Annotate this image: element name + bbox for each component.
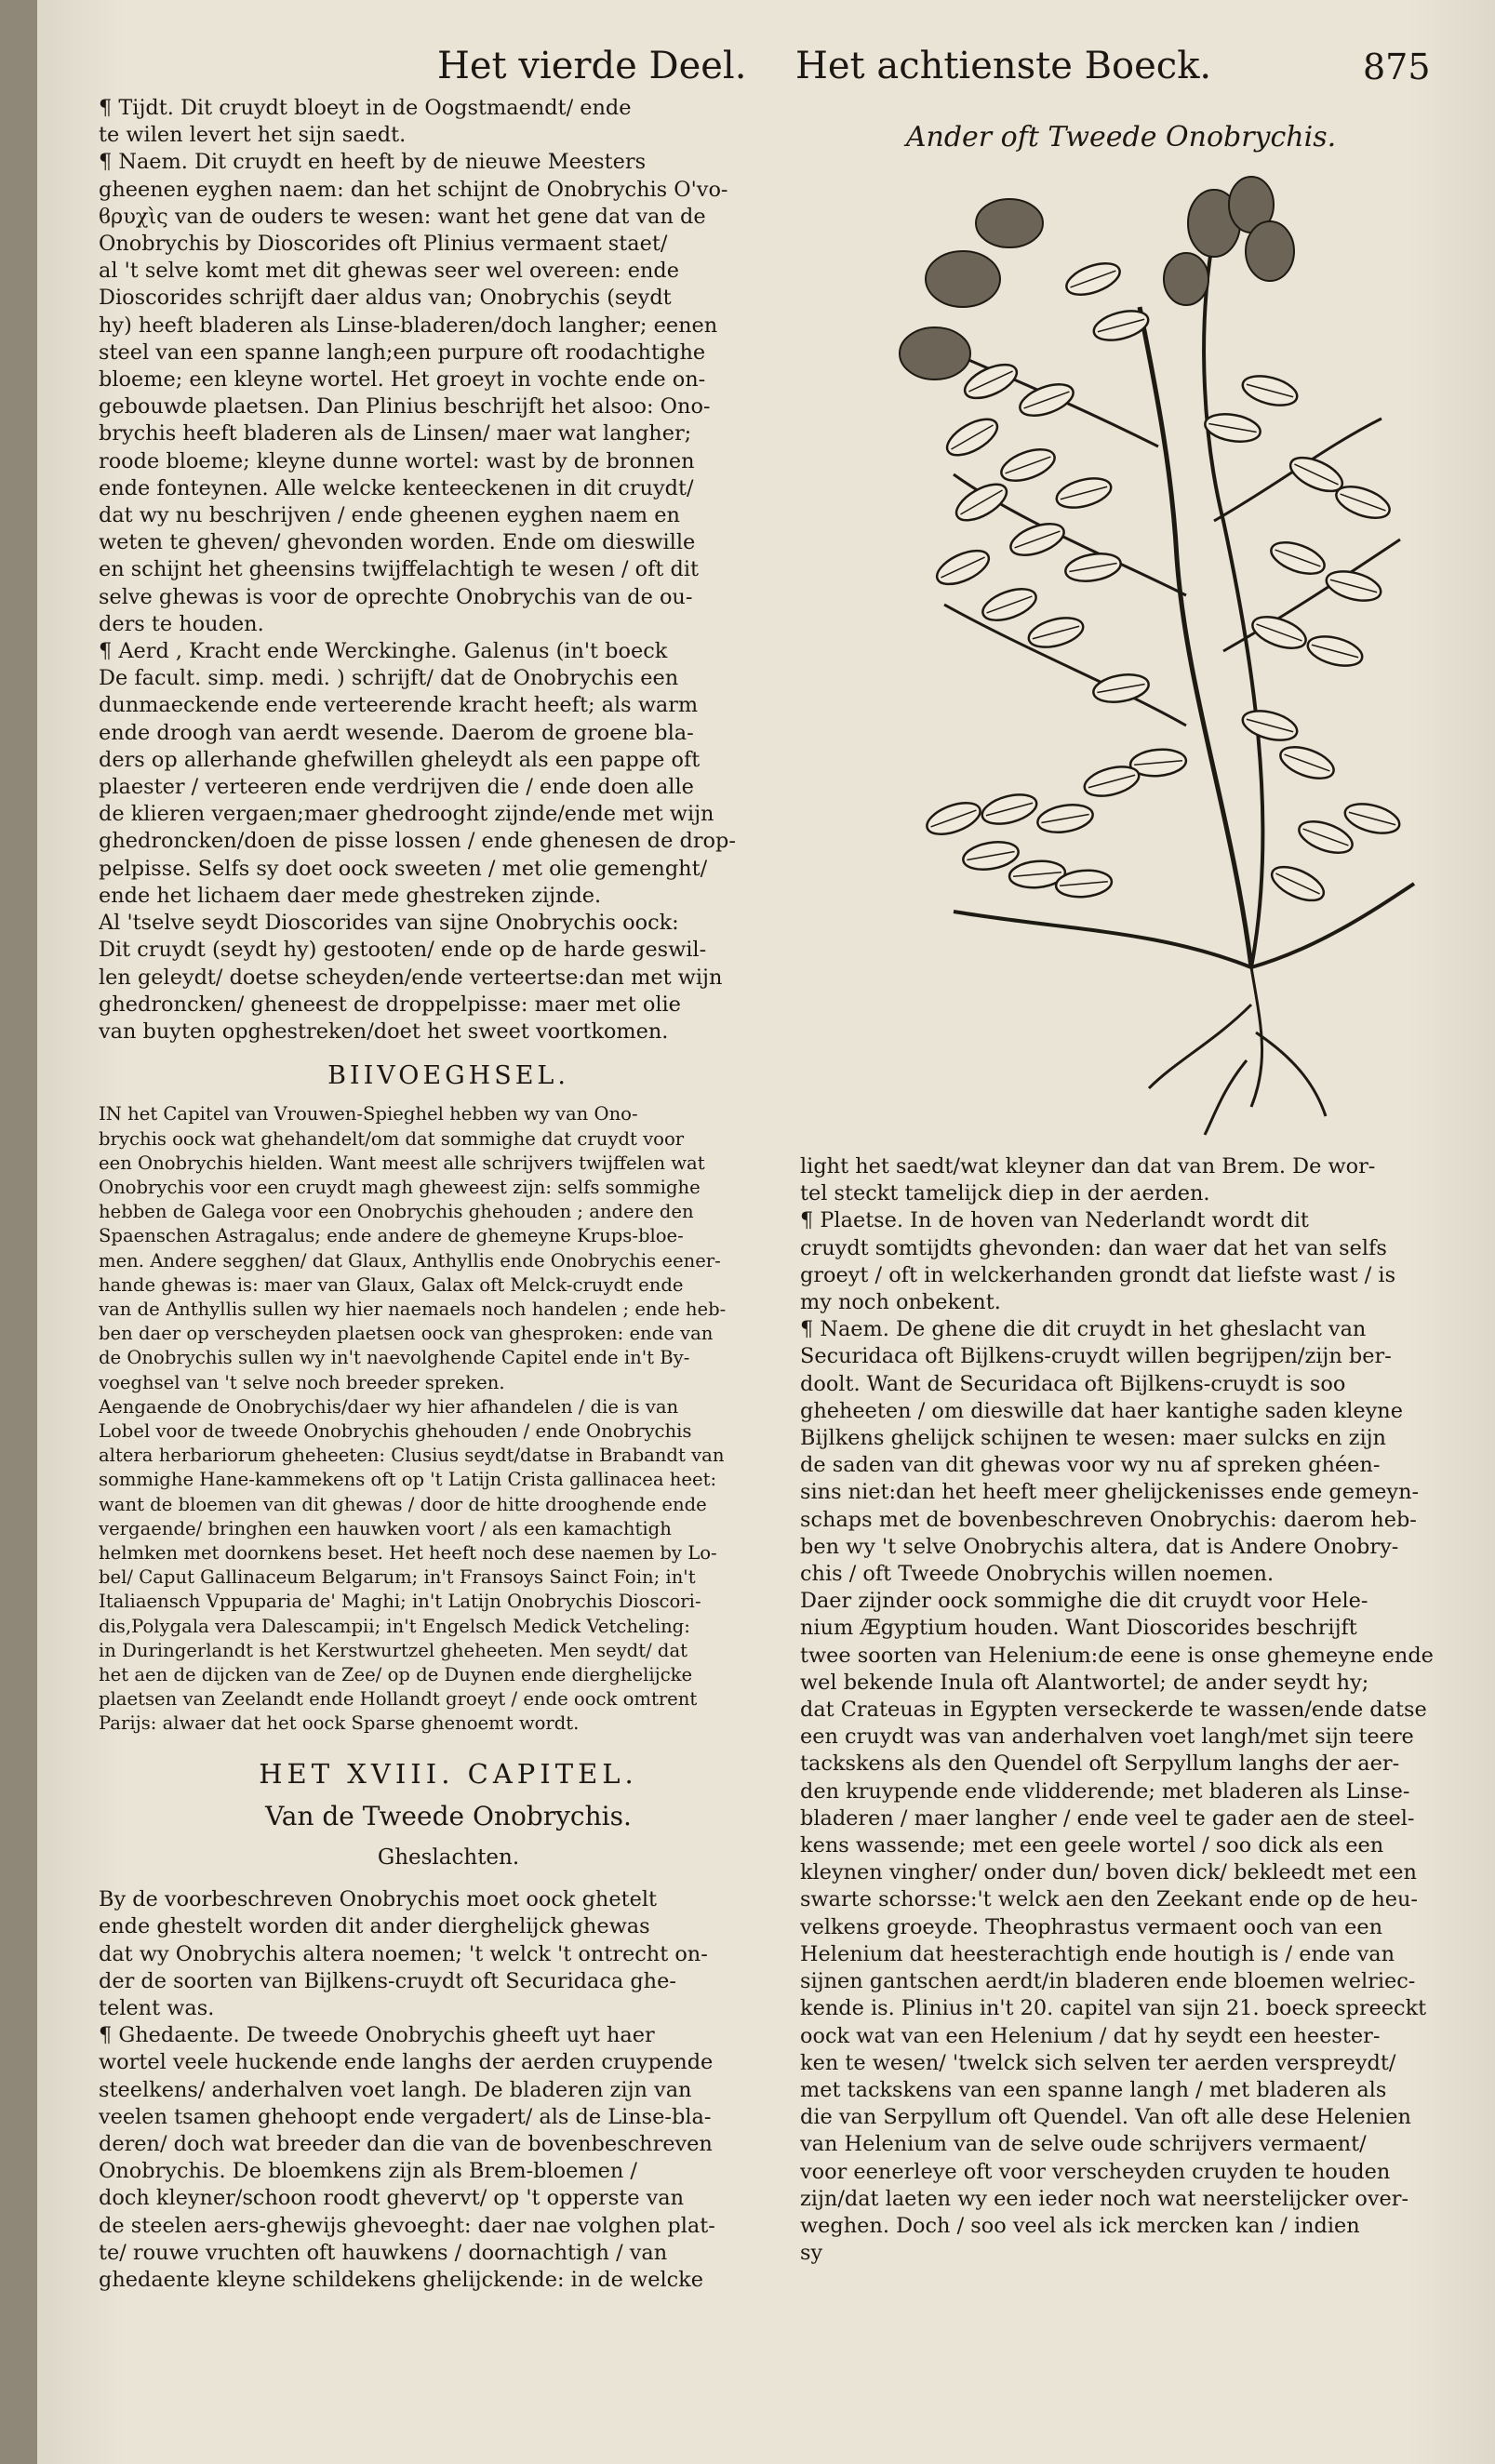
text-line: Bijlkens ghelijck schijnen te wesen: maer sulcks en zijn: [800, 1426, 1386, 1451]
plant-woodcut-illustration: [879, 167, 1428, 1144]
text-line: die van Serpyllum oft Quendel. Van oft alle dese Helenien: [800, 2105, 1411, 2130]
text-line: sijnen gantschen aerdt/in bladeren ende bloemen welriec-: [800, 1969, 1416, 1994]
text-line: veelen tsamen ghehoopt ende vergadert/ als de Linse-bla-: [99, 2104, 712, 2129]
text-line: sy: [800, 2241, 823, 2266]
text-line: weten te gheven/ ghevonden worden. Ende om dieswille: [99, 530, 696, 555]
text-line: wel bekende Inula oft Alantwortel; de ander seydt hy;: [800, 1670, 1369, 1695]
left-column: [99, 95, 798, 2294]
right-main-text: [800, 1153, 1487, 2267]
figure-title: Ander oft Tweede Onobrychis.: [905, 121, 1337, 153]
left-main-text: [99, 95, 798, 1046]
page-number: 875: [1363, 47, 1431, 87]
text-line: pelpisse. Selfs sy doet oock sweeten / met olie gemenght/: [99, 856, 708, 881]
text-line: len geleydt/ doetse scheyden/ende verteertse:dan met wijn: [99, 965, 723, 990]
text-line: sins niet:dan het heeft meer ghelijckenisses ende gemeyn-: [800, 1480, 1420, 1505]
text-line: ¶ Naem. De ghene die dit cruydt in het gheslacht van: [800, 1317, 1367, 1342]
text-line: ghedroncken/doen de pisse lossen / ende ghenesen de drop-: [99, 829, 736, 854]
text-line: van de Anthyllis sullen wy hier naemaels noch handelen ; ende heb-: [99, 1298, 727, 1320]
text-line: Italiaensch Vppuparia de' Maghi; in't Latijn Onobrychis Dioscori-: [99, 1591, 701, 1613]
text-line: dunmaeckende ende verteerende kracht heeft; als warm: [99, 693, 699, 718]
right-column: [800, 1153, 1487, 2267]
text-line: met tackskens van een spanne langh / met bladeren als: [800, 2077, 1387, 2102]
text-line: en schijnt het gheensins twijffelachtigh te wesen / oft dit: [99, 557, 700, 582]
text-line: hy) heeft bladeren als Linse-bladeren/doch langher; eenen: [99, 313, 718, 338]
text-line: groeyt / oft in welckerhanden grondt dat liefste wast / is: [800, 1262, 1396, 1287]
text-line: Spaenschen Astragalus; ende andere de ghemeyne Krups-bloe-: [99, 1225, 684, 1247]
text-line: al 't selve komt met dit ghewas seer wel overeen: ende: [99, 259, 679, 284]
text-line: telent was.: [99, 1996, 215, 2021]
text-line: ghedroncken/ gheneest de droppelpisse: maer met olie: [99, 992, 681, 1017]
text-line: ende fonteynen. Alle welcke kenteeckenen in dit cruydt/: [99, 475, 694, 500]
chapter-heading: HET XVIII. CAPITEL.: [259, 1757, 638, 1790]
text-line: doch kleyner/schoon roodt ghevervt/ op 't opperste van: [99, 2186, 684, 2211]
text-line: Onobrychis. De bloemkens zijn als Brem-bloemen /: [99, 2159, 637, 2184]
text-line: bloeme; een kleyne wortel. Het groeyt in vochte ende on-: [99, 367, 706, 393]
header-book-title: Het achtienste Boeck.: [795, 45, 1212, 87]
text-line: weghen. Doch / soo veel als ick mercken kan / indien: [800, 2213, 1360, 2238]
figure-caption-area: [800, 116, 1442, 151]
text-line: helmken met doornkens beset. Het heeft noch dese naemen by Lo-: [99, 1541, 717, 1564]
text-line: dat wy nu beschrijven / ende gheenen eyghen naem en: [99, 503, 680, 528]
text-line: By de voorbeschreven Onobrychis moet oock ghetelt: [99, 1887, 658, 1912]
text-line: brychis oock wat ghehandelt/om dat sommighe dat cruydt voor: [99, 1127, 685, 1150]
text-line: doolt. Want de Securidaca oft Bijlkens-cruydt is soo: [800, 1371, 1346, 1396]
text-line: gebouwde plaetsen. Dan Plinius beschrijft het alsoo: Ono-: [99, 394, 711, 420]
text-line: de saden van dit ghewas voor wy nu af spreken ghéen-: [800, 1453, 1381, 1478]
text-line: voor eenerleye oft voor verscheyden cruyden te houden: [800, 2159, 1391, 2184]
text-line: wortel veele huckende ende langhs der aerden cruypende: [99, 2050, 714, 2075]
text-line: Securidaca oft Bijlkens-cruydt willen begrijpen/zijn ber-: [800, 1344, 1392, 1369]
text-line: steel van een spanne langh;een purpure oft roodachtighe: [99, 340, 706, 365]
text-line: deren/ doch wat breeder dan die van de bovenbeschreven: [99, 2132, 713, 2157]
text-line: te/ rouwe vruchten oft hauwkens / doornachtigh / van: [99, 2240, 668, 2265]
text-line: chis / oft Tweede Onobrychis willen noemen.: [800, 1562, 1275, 1587]
chapter-subtitle: Van de Tweede Onobrychis.: [265, 1800, 632, 1831]
text-line: der de soorten van Bijlkens-cruydt oft Securidaca ghe-: [99, 1968, 676, 1993]
text-line: ders op allerhande ghefwillen gheleydt als een pappe oft: [99, 747, 701, 772]
text-line: ende ghestelt worden dit ander dierghelijck ghewas: [99, 1914, 650, 1939]
text-line: Dioscorides schrijft daer aldus van; Onobrychis (seydt: [99, 286, 672, 311]
text-line: selve ghewas is voor de oprechte Onobrychis van de ou-: [99, 584, 693, 609]
text-line: ϐρυχὶς van de ouders te wesen: want het gene dat van de: [99, 204, 706, 229]
text-line: ¶ Tijdt. Dit cruydt bloeyt in de Oogstmaendt/ ende: [99, 96, 632, 120]
text-line: in Duringerlandt is het Kerstwurtzel gheheeten. Men seydt/ dat: [99, 1639, 688, 1661]
text-line: Onobrychis by Dioscorides oft Plinius vermaent staet/: [99, 232, 668, 257]
text-line: vergaende/ bringhen een hauwken voort / als een kamachtigh: [99, 1517, 672, 1539]
text-line: altera herbariorum gheheeten: Clusius seydt/datse in Brabandt van: [99, 1445, 725, 1467]
text-line: een cruydt was van anderhalven voet langh/met sijn teere: [800, 1725, 1414, 1750]
text-line: ken te wesen/ 'twelck sich selven ter aerden verspreydt/: [800, 2050, 1396, 2075]
text-line: Dit cruydt (seydt hy) gestooten/ ende op de harde geswil-: [99, 938, 707, 963]
running-header: [37, 37, 1495, 93]
text-line: dis,Polygala vera Dalescampii; in't Engelsch Medick Vetcheling:: [99, 1615, 690, 1637]
text-line: sommighe Hane-kammekens oft op 't Latijn Crista gallinacea heet:: [99, 1469, 717, 1491]
text-line: dat wy Onobrychis altera noemen; 't welck 't ontrecht on-: [99, 1941, 708, 1966]
text-line: brychis heeft bladeren als de Linsen/ maer wat langher;: [99, 421, 692, 446]
text-line: van Helenium van de selve oude schrijvers vermaent/: [800, 2132, 1367, 2157]
text-line: ¶ Ghedaente. De tweede Onobrychis gheeft uyt haer: [99, 2023, 655, 2048]
text-line: IN het Capitel van Vrouwen-Spieghel hebben wy van Ono-: [99, 1103, 638, 1125]
text-line: twee soorten van Helenium:de eene is onse ghemeyne ende: [800, 1643, 1434, 1668]
bijvoeghsel-text: [99, 1102, 798, 1736]
text-line: bel/ Caput Gallinaceum Belgarum; in't Fransoys Sainct Foin; in't: [99, 1566, 696, 1589]
text-line: het aen de dijcken van de Zee/ op de Duynen ende dierghelijcke: [99, 1663, 693, 1685]
text-line: bladeren / maer langher / ende veel te gader aen de steel-: [800, 1805, 1415, 1831]
text-line: kens wassende; met een geele wortel / soo dick als een: [800, 1833, 1384, 1858]
text-line: dat Crateuas in Egypten verseckerde te wassen/ende datse: [800, 1698, 1427, 1723]
text-line: kleynen vingher/ onder dun/ boven dick/ bekleedt met een: [800, 1860, 1417, 1885]
text-line: plaester / verteeren ende verdrijven die / ende doen alle: [99, 775, 694, 800]
text-line: Aengaende de Onobrychis/daer wy hier afhandelen / die is van: [99, 1395, 679, 1418]
text-line: de klieren vergaen;maer ghedrooght zijnde/ende met wijn: [99, 802, 714, 827]
text-line: want de bloemen van dit ghewas / door de hitte drooghende ende: [99, 1493, 707, 1515]
text-line: de Onobrychis sullen wy in't naevolghende Capitel ende in't By-: [99, 1347, 690, 1369]
text-line: ¶ Plaetse. In de hoven van Nederlandt wordt dit: [800, 1208, 1309, 1233]
bijvoeghsel-heading: BIIVOEGHSEL.: [327, 1061, 569, 1091]
text-line: hande ghewas is: maer van Glaux, Galax oft Melck-cruydt ende: [99, 1273, 684, 1296]
chapter-text: [99, 1886, 798, 2294]
chapter-section-heading: Gheslachten.: [377, 1845, 520, 1870]
text-line: zijn/dat laeten wy een ieder noch wat neerstelijcker over-: [800, 2186, 1409, 2211]
text-line: roode bloeme; kleyne dunne wortel: wast by de bronnen: [99, 448, 695, 473]
text-line: Helenium dat heesterachtigh ende houtigh is / ende van: [800, 1941, 1395, 1966]
text-line: gheheeten / om dieswille dat haer kantighe saden kleyne: [800, 1398, 1403, 1423]
text-line: ghedaente kleyne schildekens ghelijckende: in de welcke: [99, 2268, 703, 2293]
text-line: men. Andere segghen/ dat Glaux, Anthyllis ende Onobrychis eener-: [99, 1249, 721, 1272]
text-line: ende droogh van aerdt wesende. Daerom de groene bla-: [99, 720, 694, 745]
header-part-title: Het vierde Deel.: [437, 45, 747, 87]
text-line: Parijs: alwaer dat het oock Sparse ghenoemt wordt.: [99, 1712, 580, 1735]
text-line: ben wy 't selve Onobrychis altera, dat is Andere Onobry-: [800, 1534, 1399, 1559]
text-line: Daer zijnder oock sommighe die dit cruydt voor Hele-: [800, 1589, 1368, 1614]
book-gutter: [0, 0, 37, 2464]
main-stem: [1140, 307, 1251, 967]
text-line: den kruypende ende vlidderende; met bladeren als Linse-: [800, 1778, 1410, 1804]
text-line: een Onobrychis hielden. Want meest alle schrijvers twijffelen wat: [99, 1152, 705, 1174]
text-line: my noch onbekent.: [800, 1290, 1001, 1315]
text-line: plaetsen van Zeelandt ende Hollandt groeyt / ende oock omtrent: [99, 1688, 698, 1711]
text-line: Onobrychis voor een cruydt magh gheweest zijn: selfs sommighe: [99, 1176, 701, 1198]
text-line: schaps met de bovenbeschreven Onobrychis: daerom heb-: [800, 1507, 1417, 1532]
text-line: ¶ Naem. Dit cruydt en heeft by de nieuwe Meesters: [99, 150, 647, 175]
text-line: tel steckt tamelijck diep in der aerden.: [800, 1181, 1210, 1206]
text-line: ¶ Aerd , Kracht ende Werckinghe. Galenus (in't boeck: [99, 639, 668, 664]
text-line: van buyten opghestreken/doet het sweet voortkomen.: [99, 1019, 669, 1044]
text-line: velkens groeyde. Theophrastus vermaent ooch van een: [800, 1914, 1383, 1939]
text-line: tackskens als den Quendel oft Serpyllum langhs der aer-: [800, 1751, 1400, 1777]
text-line: steelkens/ anderhalven voet langh. De bladeren zijn van: [99, 2077, 692, 2102]
text-line: voeghsel van 't selve noch breeder spreken.: [99, 1371, 505, 1393]
text-line: ben daer op verscheyden plaetsen oock van ghesproken: ende van: [99, 1323, 714, 1345]
text-line: nium Ægyptium houden. Want Dioscorides beschrijft: [800, 1616, 1357, 1641]
text-line: de steelen aers-ghewijs ghevoeght: daer nae volghen plat-: [99, 2213, 715, 2238]
text-line: hebben de Galega voor een Onobrychis ghehouden ; andere den: [99, 1201, 694, 1223]
text-line: oock wat van een Helenium / dat hy seydt een heester-: [800, 2023, 1381, 2048]
text-line: Al 'tselve seydt Dioscorides van sijne Onobrychis oock:: [99, 911, 679, 936]
text-line: swarte schorsse:'t welck aen den Zeekant ende op de heu-: [800, 1887, 1418, 1912]
text-line: Lobel voor de tweede Onobrychis ghehouden / ende Onobrychis: [99, 1419, 692, 1442]
text-line: cruydt somtijdts ghevonden: dan waer dat het van selfs: [800, 1235, 1387, 1260]
text-line: ende het lichaem daer mede ghestreken zijnde.: [99, 883, 602, 908]
text-line: De facult. simp. medi. ) schrijft/ dat de Onobrychis een: [99, 666, 679, 691]
text-line: gheenen eyghen naem: dan het schijnt de Onobrychis O'vo-: [99, 177, 728, 202]
book-page: [37, 0, 1495, 2464]
text-line: light het saedt/wat kleyner dan dat van Brem. De wor-: [800, 1154, 1376, 1179]
text-line: kende is. Plinius in't 20. capitel van sijn 21. boeck spreeckt: [800, 1996, 1427, 2021]
text-line: te wilen levert het sijn saedt.: [99, 123, 407, 148]
text-line: ders te houden.: [99, 611, 264, 636]
